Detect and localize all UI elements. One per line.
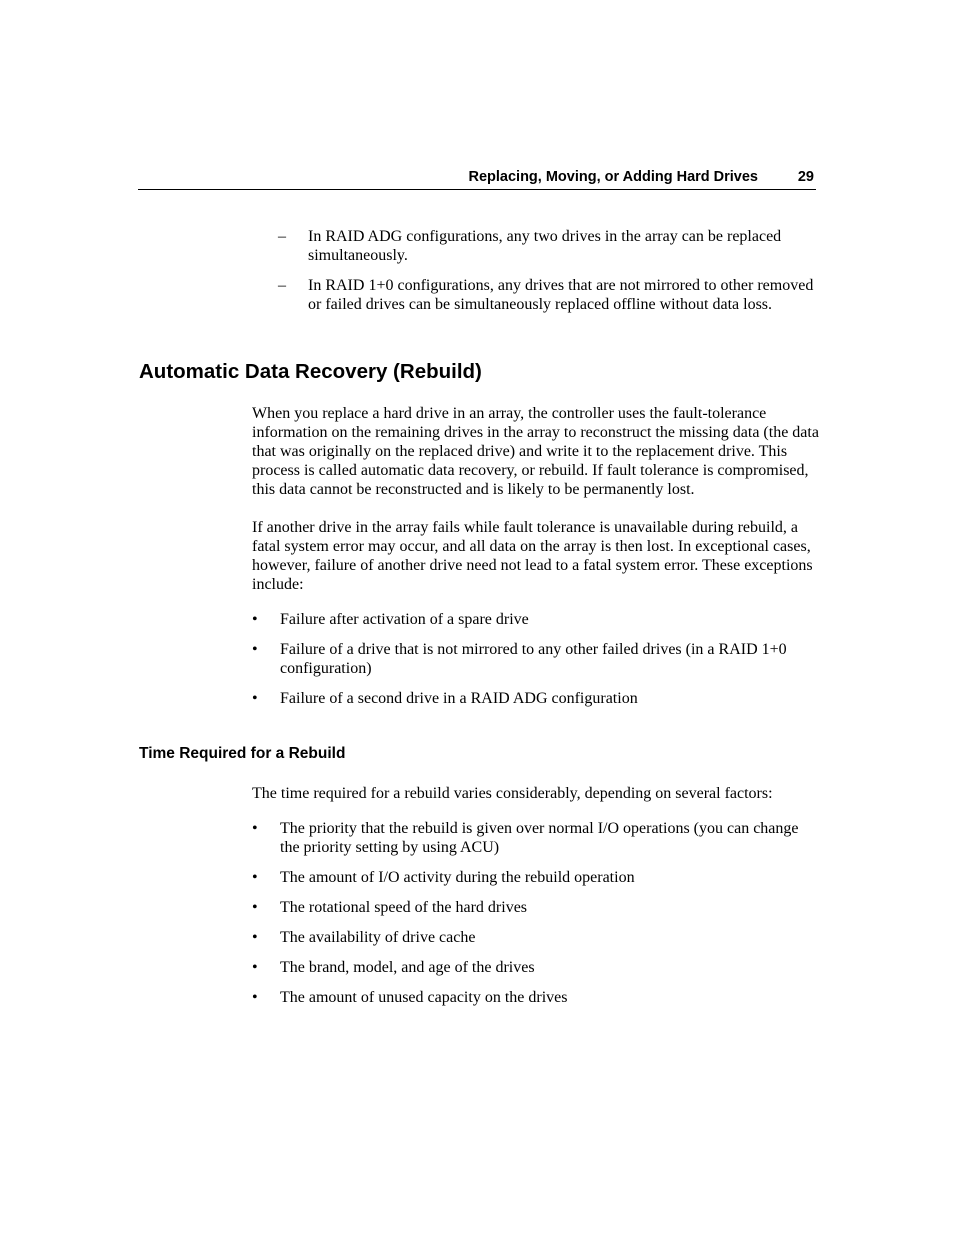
bullet-marker: • bbox=[252, 869, 258, 886]
list-item bbox=[252, 928, 822, 947]
bullet-marker: • bbox=[252, 989, 258, 1006]
bullet-marker: • bbox=[252, 959, 258, 976]
list-item bbox=[278, 227, 818, 265]
paragraph: The time required for a rebuild varies considerably, depending on several factors: bbox=[252, 785, 773, 802]
list-item bbox=[252, 689, 822, 708]
factors-list bbox=[252, 819, 822, 1007]
list-item bbox=[252, 898, 822, 917]
list-item bbox=[278, 276, 818, 314]
bullet-marker: • bbox=[252, 820, 258, 837]
list-item bbox=[252, 958, 822, 977]
list-item bbox=[252, 868, 822, 887]
subsection-heading: Time Required for a Rebuild bbox=[139, 745, 346, 762]
bullet-marker: • bbox=[252, 611, 258, 628]
header-title: Replacing, Moving, or Adding Hard Drives bbox=[468, 169, 758, 185]
list-item-text: Failure after activation of a spare drive bbox=[280, 611, 529, 628]
bullet-marker: • bbox=[252, 641, 258, 658]
dash-marker: – bbox=[278, 228, 286, 245]
list-item-text: The priority that the rebuild is given over normal I/O operations (you can change the priority setting by using ACU) bbox=[280, 820, 799, 856]
list-item-text: The availability of drive cache bbox=[280, 929, 476, 946]
paragraph: If another drive in the array fails while fault tolerance is unavailable during rebuild, a fatal system error may occur, and all data on the array is then lost. In exceptional cases, however, failure of another drive need not lead to a fatal system error. These exceptions include: bbox=[252, 519, 813, 593]
bullet-marker: • bbox=[252, 690, 258, 707]
list-item-text: The brand, model, and age of the drives bbox=[280, 959, 535, 976]
section-body bbox=[252, 404, 822, 719]
bullet-marker: • bbox=[252, 929, 258, 946]
list-item bbox=[252, 640, 822, 678]
subsection-body bbox=[252, 784, 822, 1018]
paragraph: When you replace a hard drive in an array, the controller uses the fault-tolerance information on the remaining drives in the array to reconstruct the missing data (the data that was originally on the replaced drive) and write it to the replacement drive. This process is called automatic data recovery, or rebuild. If fault tolerance is compromised, this data cannot be reconstructed and is likely to be permanently lost. bbox=[252, 405, 819, 498]
list-item-text: The rotational speed of the hard drives bbox=[280, 899, 528, 916]
exceptions-list bbox=[252, 610, 822, 708]
list-item-text: The amount of unused capacity on the drives bbox=[280, 989, 568, 1006]
bullet-marker: • bbox=[252, 899, 258, 916]
list-item bbox=[252, 988, 822, 1007]
running-header bbox=[138, 168, 816, 190]
intro-dash-list bbox=[278, 227, 818, 325]
list-item-text: In RAID ADG configurations, any two drives in the array can be replaced simultaneously. bbox=[308, 228, 782, 264]
list-item-text: In RAID 1+0 configurations, any drives that are not mirrored to other removed or failed drives can be simultaneously replaced offline without data loss. bbox=[308, 277, 814, 313]
page-number: 29 bbox=[797, 169, 814, 185]
section-heading: Automatic Data Recovery (Rebuild) bbox=[139, 360, 482, 383]
list-item-text: Failure of a drive that is not mirrored to any other failed drives (in a RAID 1+0 configuration) bbox=[280, 641, 787, 677]
list-item-text: Failure of a second drive in a RAID ADG configuration bbox=[280, 690, 638, 707]
list-item bbox=[252, 819, 822, 857]
list-item-text: The amount of I/O activity during the rebuild operation bbox=[280, 869, 635, 886]
dash-marker: – bbox=[278, 277, 286, 294]
list-item bbox=[252, 610, 822, 629]
